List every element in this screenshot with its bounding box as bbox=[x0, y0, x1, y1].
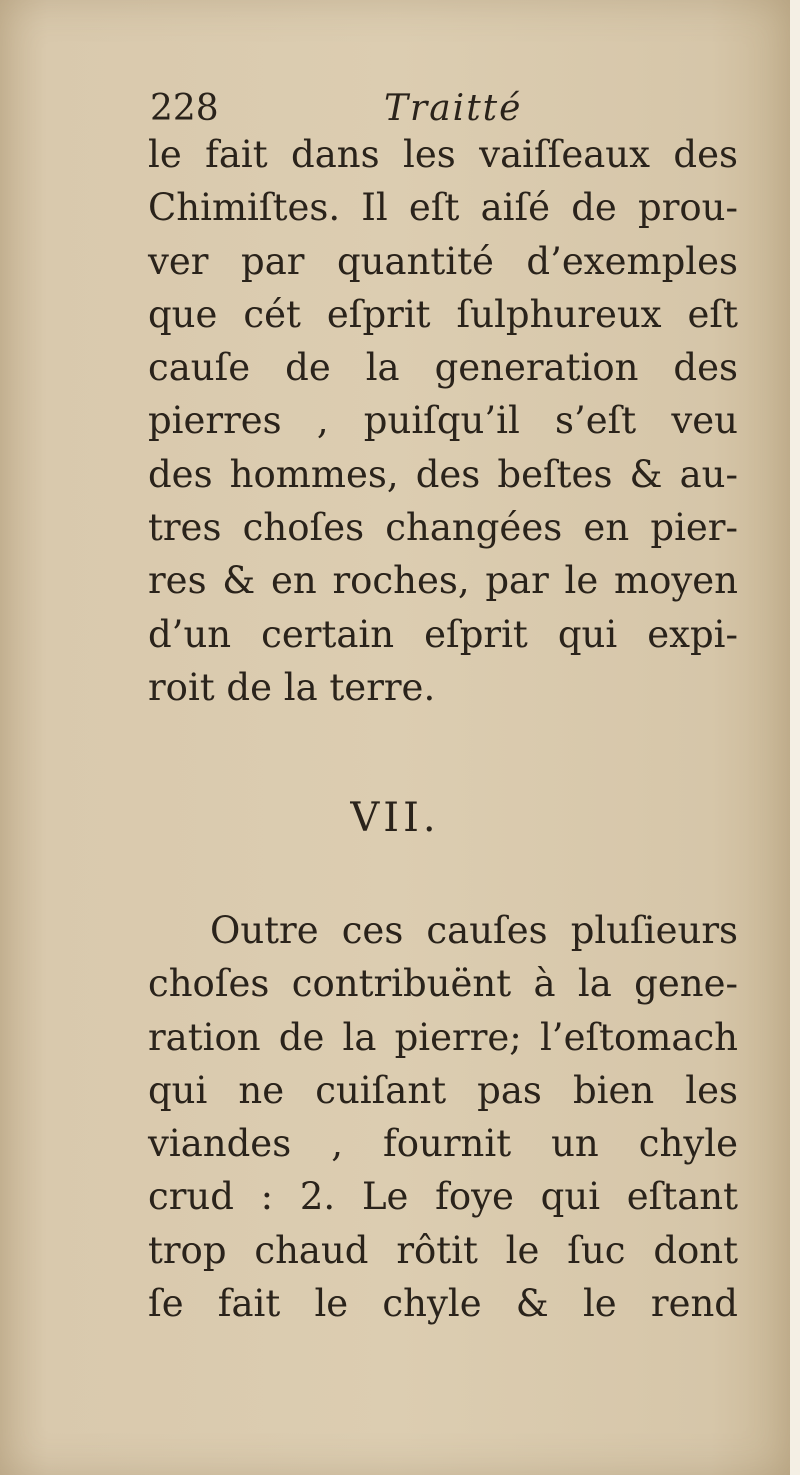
text-line: que cét eſprit ſulphureux eſt bbox=[148, 292, 738, 336]
text-line: le fait dans les vaiſſeaux des bbox=[148, 133, 738, 176]
page-edge-margin bbox=[790, 0, 800, 1475]
text-line: d’un certain eſprit qui expi- bbox=[148, 612, 738, 656]
text-line: ſe fait le chyle & le rend bbox=[148, 1282, 738, 1326]
section-heading: VII. bbox=[350, 795, 440, 841]
text-line: cauſe de la generation des bbox=[148, 346, 738, 390]
text-line: pierres , puiſqu’il s’eſt veu bbox=[148, 399, 738, 443]
paragraph-1 bbox=[148, 128, 738, 714]
page-number: 228 bbox=[150, 88, 219, 129]
paragraph-2 bbox=[148, 904, 738, 1330]
text-line: ver par quantité d’exemples bbox=[148, 239, 738, 283]
text-line: des hommes, des beſtes & au- bbox=[148, 452, 738, 496]
text-line: crud : 2. Le foye qui eſtant bbox=[148, 1175, 738, 1219]
text-line: trop chaud rôtit le ſuc dont bbox=[148, 1228, 738, 1272]
text-line: Outre ces cauſes pluſieurs bbox=[210, 909, 738, 952]
text-line: roit de la terre. bbox=[148, 665, 436, 709]
text-line: Chimiſtes. Il eſt aiſé de prou- bbox=[148, 186, 738, 230]
text-line: tres choſes changées en pier- bbox=[148, 506, 738, 550]
running-title: Traitté bbox=[384, 88, 523, 129]
text-line: ration de la pierre; l’eſtomach bbox=[148, 1015, 738, 1059]
text-line: qui ne cuiſant pas bien les bbox=[148, 1068, 738, 1112]
text-line: choſes contribuënt à la gene- bbox=[148, 962, 738, 1006]
text-line: viandes , fournit un chyle bbox=[148, 1122, 738, 1166]
text-line: res & en roches, par le moyen bbox=[148, 559, 738, 603]
